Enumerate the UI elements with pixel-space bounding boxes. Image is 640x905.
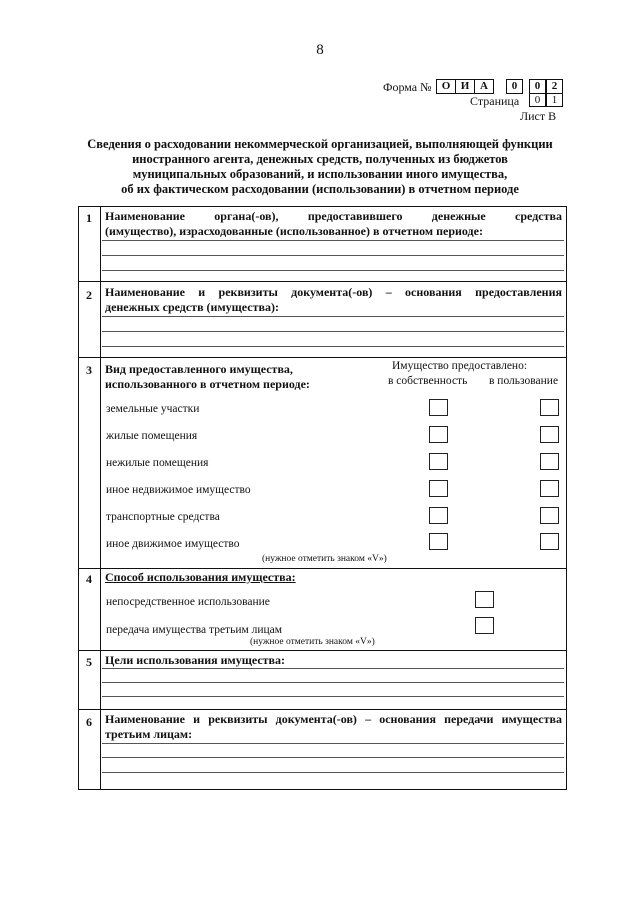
property-type-label: нежилые помещения [106,457,209,469]
answer-line[interactable] [102,772,564,773]
answer-line[interactable] [102,696,564,697]
sheet-label: Лист В [520,109,557,123]
page-number: 8 [316,42,324,58]
page-label: Страница [470,94,520,108]
usage-method-checkbox[interactable] [475,617,494,634]
answer-line[interactable] [102,346,564,347]
answer-line[interactable] [102,331,564,332]
property-provided-title: Имущество предоставлено: [392,360,528,372]
row-divider [78,568,567,569]
section-1-heading: Наименование органа(-ов), предоставившего денежные средства (имущество), израсходованные (использованное) в отчетном периоде: [105,209,562,238]
document-title [60,137,580,197]
title-line: муниципальных образований, и использовании иного имущества, [132,167,508,181]
form-number-label: Форма № [383,80,432,94]
ownership-checkbox[interactable] [429,453,448,470]
column-ownership: в собственность [388,375,468,387]
answer-line[interactable] [102,240,564,241]
section-number: 3 [86,363,92,377]
usage-method-checkbox[interactable] [475,591,494,608]
use-checkbox[interactable] [540,399,559,416]
form-code-cell: И [455,79,475,94]
form-code-cell: О [436,79,456,94]
usage-method-label: непосредственное использование [106,596,270,608]
use-checkbox[interactable] [540,533,559,550]
usage-method-label: передача имущества третьим лицам [106,624,283,636]
table-border-left [78,206,79,790]
section-6-heading: Наименование и реквизиты документа(-ов) – основания передачи имущества третьим лицам: [105,712,562,741]
answer-line[interactable] [102,270,564,271]
property-type-label: иное недвижимое имущество [106,484,251,496]
use-checkbox[interactable] [540,453,559,470]
page-number-cell: 0 [529,93,546,107]
answer-line[interactable] [102,316,564,317]
property-type-label: транспортные средства [106,511,220,523]
section-5-heading: Цели использования имущества: [105,653,286,667]
row-divider [78,650,567,651]
use-checkbox[interactable] [540,507,559,524]
section-4-heading: Способ использования имущества: [105,570,296,584]
title-line: иностранного агента, денежных средств, полученных из бюджетов [132,152,508,166]
column-use: в пользование [489,375,559,387]
answer-line[interactable] [102,757,564,758]
property-type-label: земельные участки [106,403,200,415]
property-type-label: иное движимое имущество [106,538,240,550]
section-number: 6 [86,715,92,729]
mark-instruction-note: (нужное отметить знаком «V») [262,554,387,564]
section-number: 5 [86,655,92,669]
table-border-right [566,206,567,790]
ownership-checkbox[interactable] [429,507,448,524]
answer-line[interactable] [102,682,564,683]
answer-line[interactable] [102,668,564,669]
section-2-heading: Наименование и реквизиты документа(-ов) – основания предоставления денежных средств (имущества): [105,285,562,314]
answer-line[interactable] [102,743,564,744]
form-code-cell: 2 [546,79,563,94]
mark-instruction-note: (нужное отметить знаком «V») [250,637,375,647]
row-divider [78,709,567,710]
ownership-checkbox[interactable] [429,480,448,497]
section-number: 2 [86,288,92,302]
form-code-cell: А [474,79,494,94]
title-line: об их фактическом расходовании (использовании) в отчетном периоде [121,182,519,196]
use-checkbox[interactable] [540,480,559,497]
ownership-checkbox[interactable] [429,533,448,550]
ownership-checkbox[interactable] [429,399,448,416]
use-checkbox[interactable] [540,426,559,443]
table-border-column [100,206,101,790]
form-code-cell: 0 [529,79,546,94]
row-divider [78,357,567,358]
section-3-heading: Вид предоставленного имущества, использованного в отчетном периоде: [105,362,310,391]
property-type-label: жилые помещения [106,430,198,442]
section-number: 1 [86,211,92,225]
title-line: Сведения о расходовании некоммерческой организацией, выполняющей функции [87,137,553,151]
ownership-checkbox[interactable] [429,426,448,443]
answer-line[interactable] [102,255,564,256]
section-number: 4 [86,572,92,586]
table-border-bottom [78,789,567,790]
page-number-cell: 1 [546,93,563,107]
form-code-cell: 0 [506,79,523,94]
row-divider [78,281,567,282]
table-border-top [78,206,567,207]
